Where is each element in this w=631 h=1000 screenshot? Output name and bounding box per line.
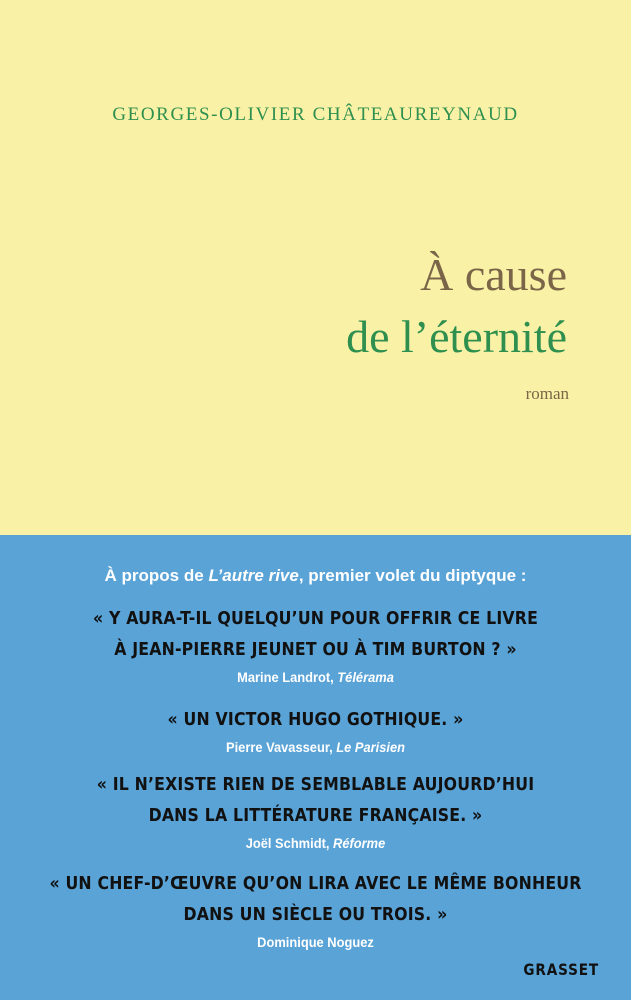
quote-source — [25, 832, 606, 854]
publisher-logo: GRASSET — [523, 960, 599, 979]
press-quote-2 — [0, 705, 631, 758]
book-title-line-1: À cause — [420, 249, 567, 300]
press-quote-3 — [0, 770, 631, 854]
quote-line: « IL N’EXISTE RIEN DE SEMBLABLE AUJOURD’HUI — [96, 775, 535, 795]
press-intro-title: L’autre rive — [208, 566, 299, 585]
quote-line: « UN VICTOR HUGO GOTHIQUE. » — [167, 710, 464, 730]
quote-line: DANS UN SIÈCLE OU TROIS. » — [183, 905, 448, 925]
press-intro — [0, 566, 631, 586]
quote-source — [25, 666, 606, 688]
book-title-line-2: de l’éternité — [346, 311, 567, 362]
genre-label: roman — [525, 384, 569, 403]
author-name: GEORGES-OLIVIER CHÂTEAUREYNAUD — [112, 104, 519, 125]
press-intro-before: À propos de — [104, 566, 209, 585]
quote-line: « Y AURA-T-IL QUELQU’UN POUR OFFRIR CE LIVRE — [92, 609, 539, 629]
press-quote-1 — [0, 604, 631, 688]
quote-source — [25, 736, 606, 758]
quote-source-publication: Télérama — [337, 669, 394, 685]
quote-source-name: Dominique Noguez — [257, 934, 374, 950]
quote-line: À JEAN-PIERRE JEUNET OU À TIM BURTON ? » — [114, 640, 517, 660]
quote-line: « UN CHEF-D’ŒUVRE QU’ON LIRA AVEC LE MÊME BONHEUR — [49, 874, 582, 894]
press-intro-after: , premier volet du diptyque : — [298, 566, 527, 585]
quote-source-name: Pierre Vavasseur, — [225, 739, 337, 755]
quote-source-name: Joël Schmidt, — [245, 835, 334, 851]
quote-source — [25, 931, 606, 953]
quote-line: DANS LA LITTÉRATURE FRANÇAISE. » — [148, 806, 483, 826]
press-quote-4 — [0, 869, 631, 953]
quote-source-publication: Réforme — [333, 835, 386, 851]
quote-source-publication: Le Parisien — [336, 739, 405, 755]
quote-source-name: Marine Landrot, — [237, 669, 338, 685]
